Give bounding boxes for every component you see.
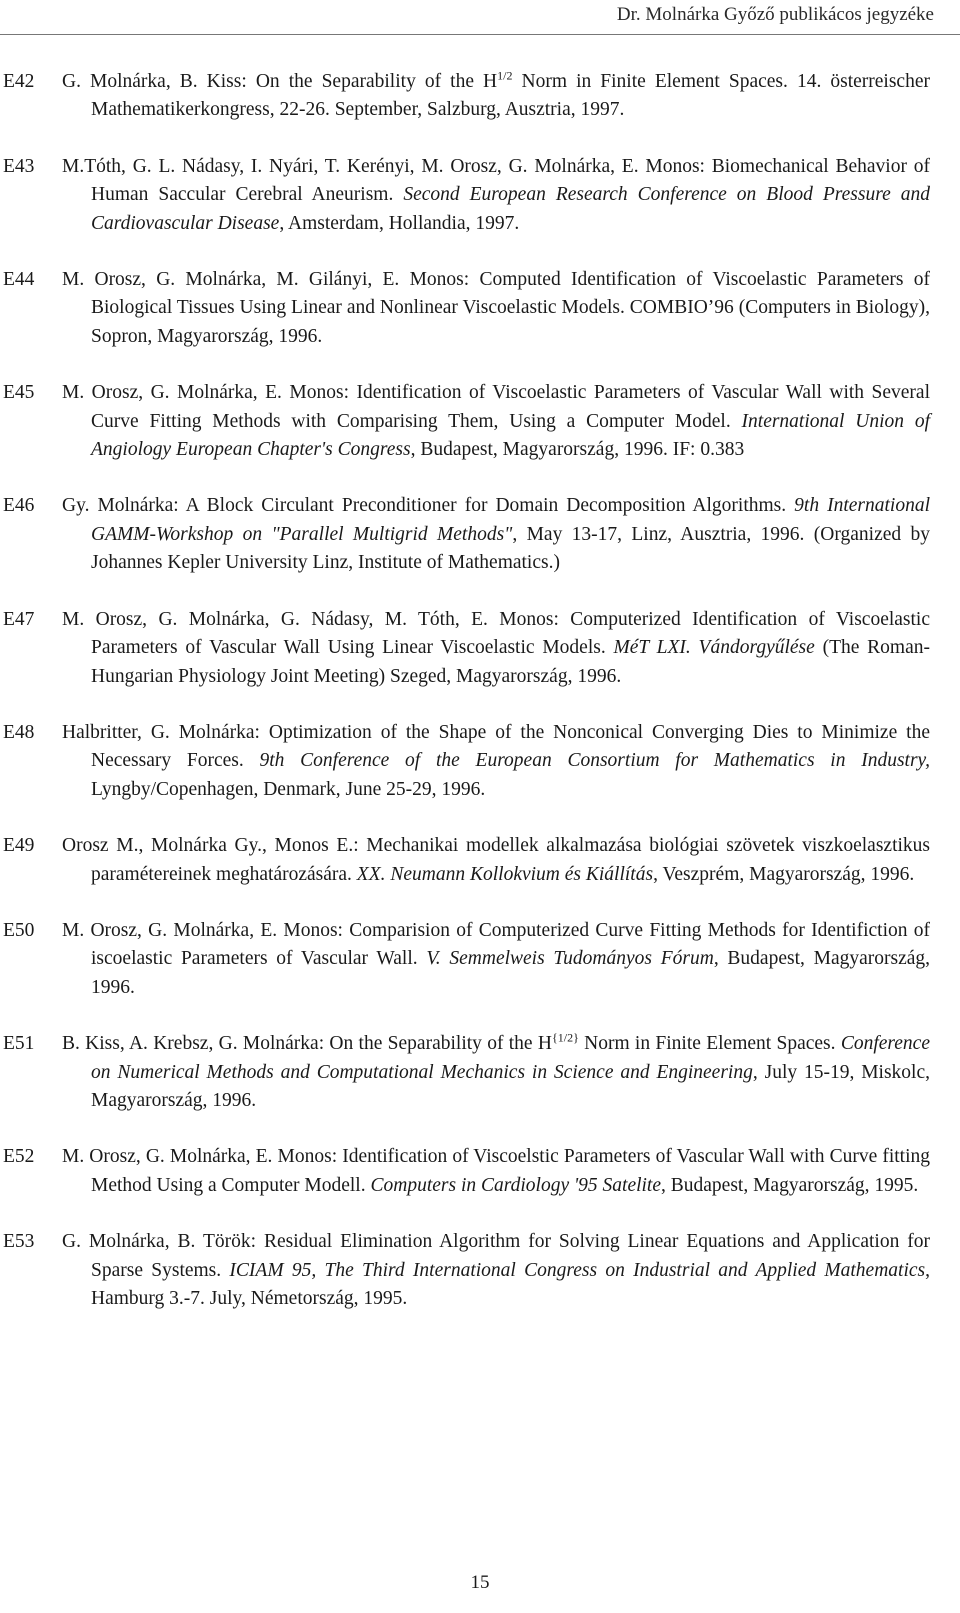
publication-entry-e53: [0, 1228, 960, 1313]
publication-entry-e52: [0, 1143, 960, 1200]
entry-citation: [62, 832, 930, 889]
citation-venue: 9th International GAMM-Workshop on "Parallel Multigrid Methods": [91, 495, 931, 545]
publication-entry-e50: [0, 917, 960, 1002]
entry-number: E47: [3, 608, 35, 630]
entry-number: E42: [3, 71, 35, 92]
entry-citation: [62, 68, 930, 125]
citation-text: G. Molnárka, B. Kiss: On the Separability of the H: [62, 71, 498, 92]
publication-list: [0, 68, 960, 1341]
entry-number: E46: [3, 495, 35, 517]
entry-citation: [62, 606, 930, 691]
publication-entry-e47: [0, 606, 960, 691]
citation-venue: International Union of Angiology European Chapter's Congress: [91, 410, 930, 461]
citation-details: , Budapest, Magyarország, 1995.: [661, 1174, 919, 1196]
publication-entry-e46: [0, 492, 960, 577]
entry-number: E51: [3, 1033, 35, 1055]
publication-entry-e44: [0, 266, 960, 351]
entry-number: E48: [3, 721, 35, 743]
citation-venue: Second European Research Conference on Blood Pressure and Cardiovascular Disease: [91, 184, 930, 234]
citation-text: B. Kiss, A. Krebsz, G. Molnárka: On the Separability of the H: [62, 1033, 552, 1055]
citation-details: (The Roman-Hungarian Physiology Joint Meeting) Szeged, Magyarország, 1996.: [91, 637, 930, 687]
publication-entry-e43: [0, 153, 960, 238]
citation-authors-title: Gy. Molnárka: A Block Circulant Preconditioner for Domain Decomposition Algorithms.: [62, 495, 795, 517]
citation-venue: 9th Conference of the European Consortium for Mathematics in Industry,: [259, 750, 930, 772]
citation-authors-title: Halbritter, G. Molnárka: Optimization of the Shape of the Nonconical Converging Dies to Minimize the Necessary Forces.: [62, 721, 930, 772]
citation-details: , Amsterdam, Hollandia, 1997.: [279, 212, 520, 234]
citation-details: , July 15-19, Miskolc, Magyarország, 1996.: [91, 1061, 930, 1111]
citation-authors-title: Orosz M., Molnárka Gy., Monos E.: Mechanikai modellek alkalmazása biológiai szövetek viszkoelasztikus paramétereinek meghatározására.: [62, 835, 930, 885]
entry-citation: [62, 719, 930, 804]
entry-citation: [62, 1030, 930, 1115]
superscript: {1/2}: [551, 1030, 579, 1045]
entry-number: E53: [3, 1231, 35, 1253]
publication-entry-e42: [0, 68, 960, 125]
citation-authors-title: M. Orosz, G. Molnárka, E. Monos: Identification of Viscoelstic Parameters of Vascular Wall with Curve fitting Method Using a Computer Modell.: [62, 1146, 930, 1196]
entry-citation: [62, 492, 931, 577]
publication-entry-e45: [0, 379, 960, 464]
citation-details: , Budapest, Magyarország, 1996.: [91, 948, 931, 998]
page-number: 15: [470, 1572, 490, 1593]
publication-entry-e49: [0, 832, 960, 889]
superscript: 1/2: [497, 68, 513, 83]
entry-number: E45: [3, 382, 35, 404]
citation-details: , May 13-17, Linz, Ausztria, 1996. (Organized by Johannes Kepler University Linz, Institute of Mathematics.): [91, 523, 930, 574]
entry-number: E49: [3, 835, 35, 857]
citation-venue: ICIAM 95, The Third International Congress on Industrial and Applied Mathematics: [229, 1259, 926, 1281]
citation-authors-title: G. Molnárka, B. Török: Residual Elimination Algorithm for Solving Linear Equations and Application for Sparse Systems.: [62, 1231, 930, 1281]
entry-number: E52: [3, 1146, 35, 1168]
citation-venue: XX. Neumann Kollokvium és Kiállítás: [356, 863, 654, 885]
citation-authors-title: M. Orosz, G. Molnárka, E. Monos: Comparision of Computerized Curve Fitting Methods for Identifiction of iscoelastic Parameters of Vascular Wall.: [62, 919, 930, 970]
citation-text: Norm in Finite Element Spaces.: [578, 1033, 841, 1055]
page-header-title: Dr. Molnárka Győző publikácos jegyzéke: [616, 4, 934, 25]
citation-details: Lyngby/Copenhagen, Denmark, June 25-29, 1996.: [91, 778, 486, 800]
entry-number: E44: [3, 269, 35, 291]
citation-details: , Veszprém, Magyarország, 1996.: [653, 863, 915, 885]
citation-details: , Hamburg 3.-7. July, Németország, 1995.: [91, 1259, 930, 1309]
citation-authors-title: M. Orosz, G. Molnárka, M. Gilányi, E. Monos: Computed Identification of Viscoelastic Parameters of Biological Tissues Using Linear and Nonlinear Viscoelastic Models. COMBIO’96 (Computers in Biology), Sopron, Magyarország, 1996.: [62, 269, 930, 347]
entry-citation: [62, 1228, 930, 1313]
citation-venue: V. Semmelweis Tudományos Fórum: [426, 948, 714, 970]
citation-venue: Conference on Numerical Methods and Computational Mechanics in Science and Engineering: [91, 1033, 930, 1083]
entry-citation: [62, 379, 930, 464]
entry-citation: [62, 917, 931, 1002]
citation-details: , Budapest, Magyarország, 1996. IF: 0.383: [410, 439, 745, 461]
publication-entry-e51: [0, 1030, 960, 1115]
citation-authors-title: M. Orosz, G. Molnárka, G. Nádasy, M. Tóth, E. Monos: Computerized Identification of Viscoelastic Parameters of Vascular Wall Using Linear Viscoelastic Models.: [62, 608, 930, 659]
publication-entry-e48: [0, 719, 960, 804]
citation-authors-title: M. Orosz, G. Molnárka, E. Monos: Identification of Viscoelastic Parameters of Vascular Wall with Several Curve Fitting Methods with Comparising Them, Using a Computer Model.: [62, 382, 930, 432]
citation-venue: Computers in Cardiology '95 Satelite: [370, 1174, 662, 1196]
entry-citation: [62, 266, 930, 351]
entry-citation: [62, 153, 930, 238]
citation-venue: MéT LXI. Vándorgyűlése: [613, 637, 815, 659]
entry-number: E43: [3, 155, 35, 177]
entry-number: E50: [3, 919, 35, 941]
citation-text: Norm in Finite Element Spaces. 14. österreischer Mathematikerkongress, 22-26. September, Salzburg, Ausztria, 1997.: [91, 71, 930, 121]
citation-authors-title: M.Tóth, G. L. Nádasy, I. Nyári, T. Kerényi, M. Orosz, G. Molnárka, E. Monos: Biomechanical Behavior of Human Saccular Cerebral Aneurism.: [62, 155, 930, 206]
entry-citation: [62, 1143, 930, 1200]
header-rule: [0, 34, 960, 35]
